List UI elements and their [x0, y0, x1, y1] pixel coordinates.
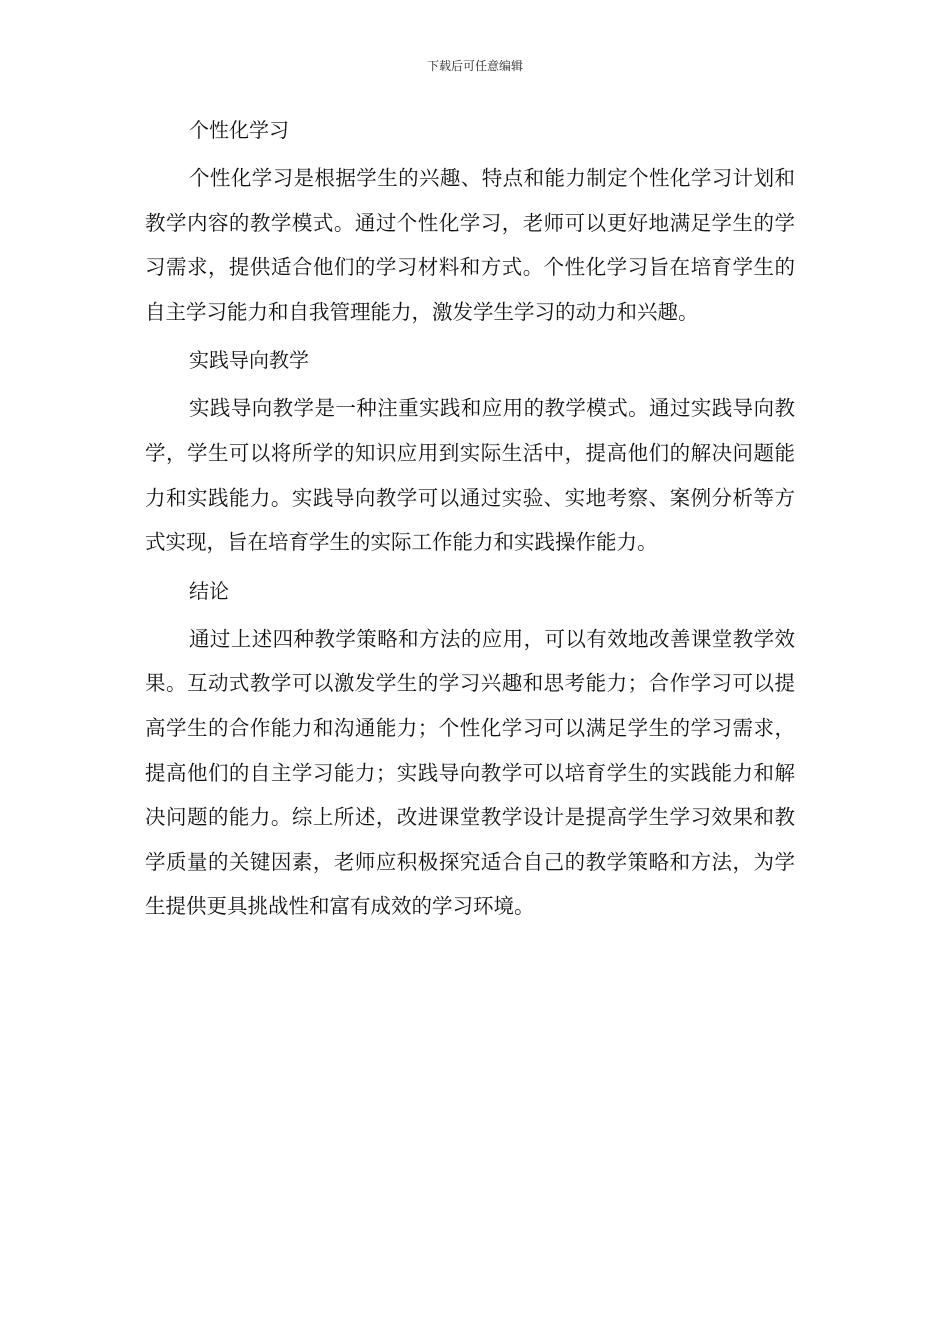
section-paragraph-personalized-learning: 个性化学习是根据学生的兴趣、特点和能力制定个性化学习计划和教学内容的教学模式。通过个性化学习，老师可以更好地满足学生的学习需求，提供适合他们的学习材料和方式。个性化学习旨在培育学生的自主学习能力和自我管理能力，激发学生学习的动力和兴趣。 [145, 166, 795, 324]
section-heading-personalized-learning: 个性化学习 [189, 118, 289, 142]
section-paragraph-conclusion: 通过上述四种教学策略和方法的应用，可以有效地改善课堂教学效果。互动式教学可以激发学生的学习兴趣和思考能力；合作学习可以提高学生的合作能力和沟通能力；个性化学习可以满足学生的学习需求，提高他们的自主学习能力；实践导向教学可以培育学生的实践能力和解决问题的能力。综上所述，改进课堂教学设计是提高学生学习效果和教学质量的关键因素，老师应积极探究适合自己的教学策略和方法，为学生提供更具挑战性和富有成效的学习环境。 [145, 626, 795, 919]
section-heading-practice-oriented-teaching: 实践导向教学 [189, 348, 309, 373]
page-header-note: 下载后可任意编辑 [426, 59, 523, 73]
section-paragraph-practice-oriented-teaching: 实践导向教学是一种注重实践和应用的教学模式。通过实践导向教学，学生可以将所学的知识应用到实际生活中，提高他们的解决问题能力和实践能力。实践导向教学可以通过实验、实地考察、案例分析等方式实现，旨在培育学生的实际工作能力和实践操作能力。 [145, 396, 795, 555]
section-heading-conclusion: 结论 [189, 578, 229, 603]
document-body [145, 108, 795, 933]
